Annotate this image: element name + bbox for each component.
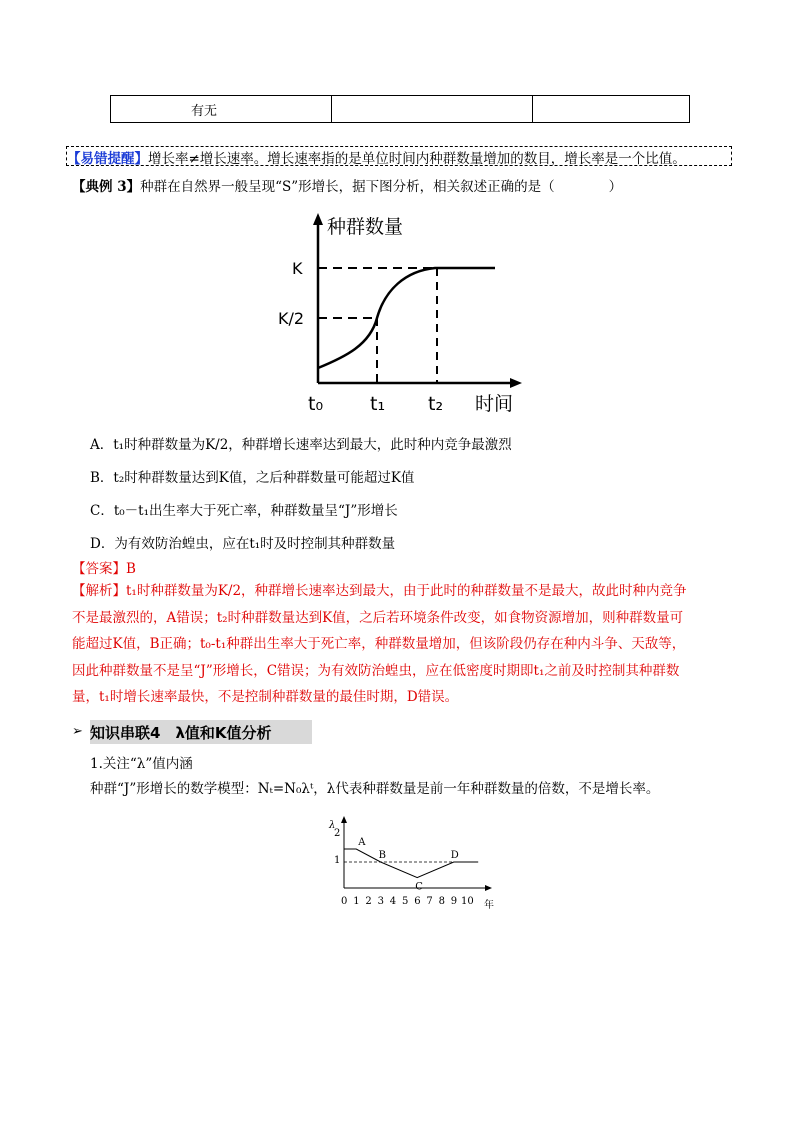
- x-axis-arrow: [510, 378, 522, 388]
- y-tick-1: 1: [334, 855, 341, 866]
- x-axis-label: 时间: [475, 393, 514, 415]
- x-tick-label: 7: [426, 896, 433, 907]
- t0-tick-label: t₀: [308, 393, 324, 415]
- section-title: 知识串联4 λ值和K值分析: [90, 724, 272, 742]
- x-tick-label: 1: [353, 896, 360, 907]
- point-label-d: D: [450, 850, 459, 861]
- y-axis-label: 种群数量: [327, 216, 404, 238]
- table-cell: 有无: [111, 96, 332, 123]
- y-axis-arrow: [341, 816, 347, 823]
- x-tick-label: 3: [377, 896, 384, 907]
- option-d: D．为有效防治蝗虫，应在t₁时及时控制其种群数量: [90, 536, 396, 552]
- x-axis-arrow: [485, 885, 492, 891]
- y-axis-arrow: [313, 213, 323, 225]
- t1-tick-label: t₁: [370, 393, 386, 415]
- section-header: [72, 720, 312, 744]
- analysis-line: 不是最激烈的，A错误；t₂时种群数量达到K值，之后若环境条件改变，如食物资源增加，则种群数量可: [72, 609, 684, 626]
- warning-tag: 【易错提醒】: [67, 151, 148, 167]
- example-label: 【典例 3】: [72, 179, 141, 195]
- point-label-c: C: [415, 881, 423, 893]
- x-tick-label: 2: [365, 896, 372, 907]
- x-tick-label: 0: [341, 896, 348, 907]
- option-c: C．t₀－t₁出生率大于死亡率，种群数量呈“J”形增长: [90, 503, 398, 519]
- s-curve-chart: [270, 205, 540, 420]
- x-tick-label: 10: [461, 896, 474, 907]
- t2-tick-label: t₂: [428, 393, 444, 415]
- comparison-table: [110, 95, 690, 123]
- table-cell: [332, 96, 533, 123]
- x-ticks: [341, 896, 474, 907]
- model-text: 种群“J”形增长的数学模型：Nₜ=N₀λᵗ，λ代表种群数量是前一年种群数量的倍数，不是增长率。: [90, 781, 660, 797]
- x-axis-label: 年: [484, 900, 494, 911]
- warning-text: 增长率≠增长速率。增长速率指的是单位时间内种群数量增加的数目，增长率是一个比值。: [148, 151, 686, 167]
- option-a: A．t₁时种群数量为K/2，种群增长速率达到最大，此时种内竞争最激烈: [90, 437, 512, 453]
- analysis-line: 因此种群数量不是呈“J”形增长，C错误；为有效防治蝗虫，应在低密度时期即t₁之前及时控制其种群数: [72, 662, 680, 679]
- warning-box: [66, 146, 732, 166]
- analysis-line: 【解析】t₁时种群数量为K/2，种群增长速率达到最大，由于此时的种群数量不是最大，故此时种内竞争: [72, 583, 687, 599]
- analysis-line: 能超过K值，B正确；t₀-t₁种群出生率大于死亡率，种群数量增加，但该阶段仍存在种内斗争、天敌等，: [72, 636, 686, 652]
- answer: 【答案】B: [72, 561, 136, 577]
- x-tick-label: 4: [389, 896, 397, 907]
- point-label-b: B: [378, 850, 386, 861]
- example-question: [72, 175, 622, 195]
- option-b: B．t₂时种群数量达到K值，之后种群数量可能超过K值: [90, 470, 415, 486]
- x-tick-label: 5: [402, 896, 409, 907]
- point-labels: [357, 837, 459, 893]
- table-cell: [533, 96, 690, 123]
- y-axis-label: λ: [329, 820, 336, 831]
- k-tick-label: K: [292, 259, 303, 278]
- sub-heading: 1.关注“λ”值内涵: [90, 756, 193, 772]
- x-tick-label: 9: [450, 896, 458, 907]
- arrow-bullet-icon: ➢: [72, 724, 83, 739]
- half-k-tick-label: K/2: [278, 309, 305, 328]
- point-label-a: A: [358, 837, 366, 848]
- x-tick-label: 6: [414, 896, 421, 907]
- lambda-chart: [318, 812, 508, 916]
- x-tick-label: 8: [438, 896, 445, 907]
- example-text: 种群在自然界一般呈现“S”形增长，据下图分析，相关叙述正确的是（ ）: [140, 179, 623, 195]
- analysis-line: 量，t₁时增长速率最快，不是控制种群数量的最佳时期，D错误。: [72, 689, 459, 705]
- s-curve: [318, 268, 495, 368]
- y-tick-2: 2: [334, 828, 341, 839]
- analysis-block: [72, 578, 732, 711]
